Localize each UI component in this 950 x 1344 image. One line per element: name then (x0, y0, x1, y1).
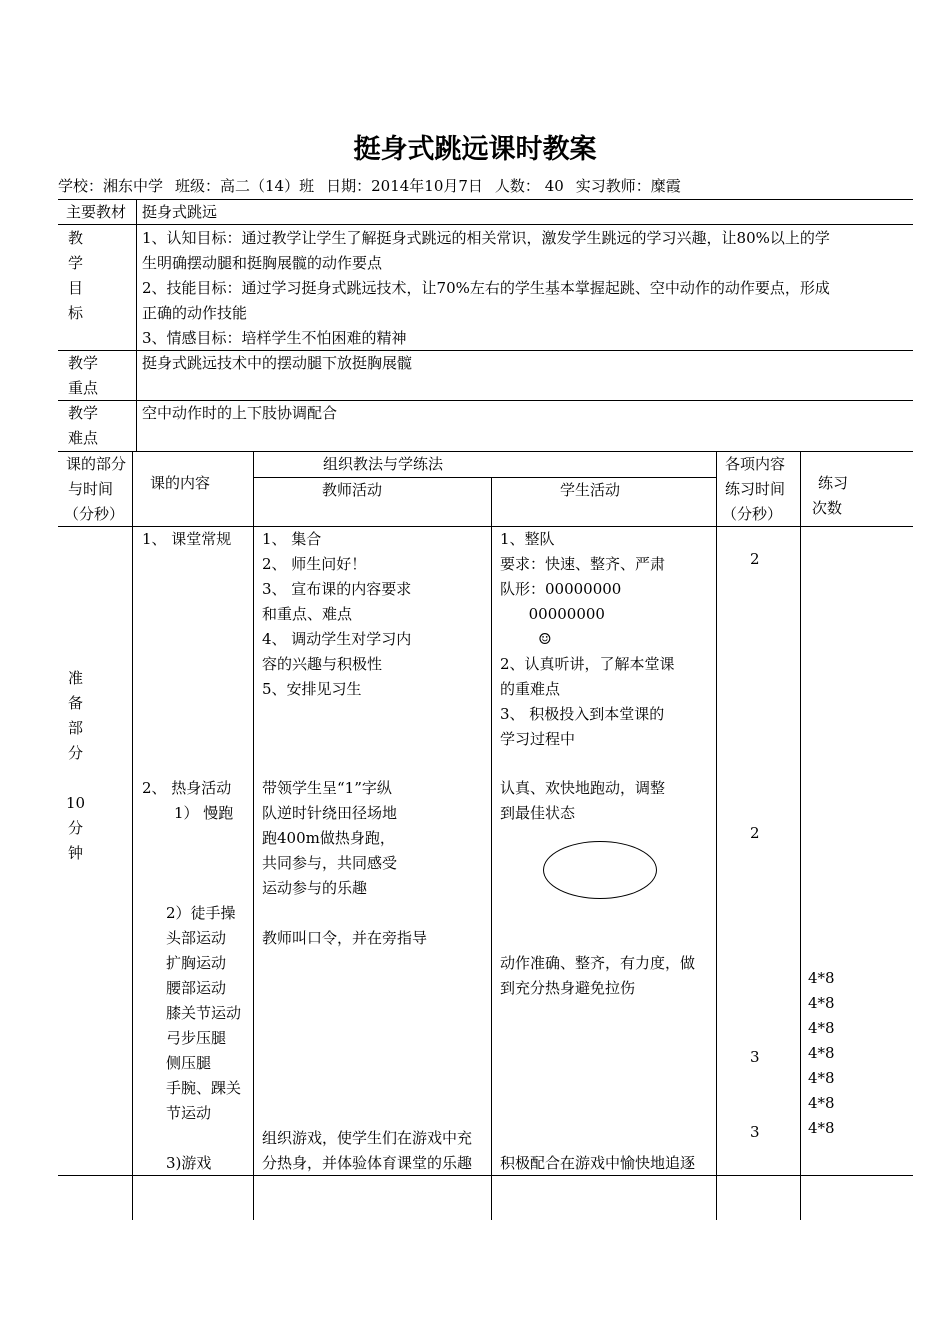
student-line: 队形：00000000 (500, 580, 622, 598)
header-student: 学生活动 (560, 481, 621, 499)
track-oval-icon (543, 841, 657, 899)
rule (136, 199, 137, 451)
smiley-icon: ☺ (500, 630, 552, 648)
section-label: 10 (66, 794, 86, 812)
teacher-line: 教师叫口令，并在旁指导 (262, 929, 428, 947)
student-line: 3、 积极投入到本堂课的 (500, 705, 665, 723)
teacher-line: 1、 集合 (262, 530, 322, 548)
student-line: 学习过程中 (500, 730, 576, 748)
header-part-2: 与时间 (68, 480, 114, 498)
student-line: 认真、欢快地跑动，调整 (500, 779, 666, 797)
goals-label-2: 学 (68, 254, 84, 272)
rule (491, 477, 492, 1220)
content-routine: 1、 课堂常规 (142, 530, 232, 548)
teacher-line: 组织游戏，使学生们在游戏中充 (262, 1129, 473, 1147)
goals-label-1: 教 (68, 229, 84, 247)
student-line: 的重难点 (500, 680, 561, 698)
teacher-line: 共同参与，共同感受 (262, 854, 398, 872)
teacher-line: 4、 调动学生对学习内 (262, 630, 412, 648)
header-content: 课的内容 (150, 474, 211, 492)
time-value: 2 (750, 824, 760, 842)
section-label: 分 (68, 819, 84, 837)
content-exercise: 膝关节运动 (166, 1004, 242, 1022)
reps-value: 4*8 (808, 994, 835, 1012)
teacher-line: 分热身，并体验体育课堂的乐趣 (262, 1154, 473, 1172)
time-value: 2 (750, 550, 760, 568)
reps-value: 4*8 (808, 1069, 835, 1087)
section-label: 分 (68, 744, 84, 762)
section-label: 准 (68, 669, 84, 687)
goals-label-4: 标 (68, 304, 84, 322)
key-value: 挺身式跳远技术中的摆动腿下放挺胸展髋 (142, 354, 413, 372)
page-title: 挺身式跳远课时教案 (353, 134, 597, 165)
class-info: 班级：高二（14）班 (175, 177, 315, 195)
diff-label-1: 教学 (68, 404, 99, 422)
goal-line: 3、情感目标：培样学生不怕困难的精神 (142, 329, 407, 347)
reps-value: 4*8 (808, 1044, 835, 1062)
teacher-line: 2、 师生问好！ (262, 555, 367, 573)
date-info: 日期：2014年10月7日 (326, 177, 483, 195)
content-exercise: 手腕、踝关 (166, 1079, 242, 1097)
diff-value: 空中动作时的上下肢协调配合 (142, 404, 338, 422)
rule (253, 451, 254, 1220)
content-jog: 1） 慢跑 (174, 804, 234, 822)
teacher-info: 实习教师：糜霞 (575, 177, 681, 195)
header-time-1: 各项内容 (725, 455, 786, 473)
header-time-3: （分秒） (722, 505, 783, 523)
content-game: 3)游戏 (166, 1154, 212, 1172)
goal-line: 生明确摆动腿和挺胸展髋的动作要点 (142, 254, 383, 272)
material-label: 主要教材 (66, 203, 127, 221)
school-info: 学校：湘东中学 (58, 177, 164, 195)
student-line: 到充分热身避免拉伤 (500, 979, 636, 997)
student-line: 2、认真听讲，了解本堂课 (500, 655, 675, 673)
content-exercise: 头部运动 (166, 929, 227, 947)
goal-line: 正确的动作技能 (142, 304, 248, 322)
section-label: 钟 (68, 844, 84, 862)
content-exercise: 扩胸运动 (166, 954, 227, 972)
key-label-2: 重点 (68, 379, 99, 397)
key-label-1: 教学 (68, 354, 99, 372)
teacher-line: 运动参与的乐趣 (262, 879, 368, 897)
teacher-line: 容的兴趣与积极性 (262, 655, 383, 673)
diff-label-2: 难点 (68, 429, 99, 447)
header-part-1: 课的部分 (66, 455, 127, 473)
goal-line: 2、技能目标：通过学习挺身式跳远技术，让70%左右的学生基本掌握起跳、空中动作的动作要点，形成 (142, 279, 830, 297)
header-part-3: （分秒） (64, 505, 125, 523)
header-teacher: 教师活动 (322, 481, 383, 499)
reps-value: 4*8 (808, 1119, 835, 1137)
reps-value: 4*8 (808, 1019, 835, 1037)
content-exercise: 节运动 (166, 1104, 212, 1122)
header-method: 组织教法与学练法 (323, 455, 444, 473)
content-exercise: 2）徒手操 (166, 904, 236, 922)
teacher-line: 和重点、难点 (262, 605, 353, 623)
time-value: 3 (750, 1123, 760, 1141)
student-line: 到最佳状态 (500, 804, 576, 822)
teacher-line: 3、 宣布课的内容要求 (262, 580, 412, 598)
count-info: 人数： 40 (494, 177, 564, 195)
teacher-line: 跑400m做热身跑， (262, 829, 395, 847)
section-label: 部 (68, 719, 84, 737)
time-value: 3 (750, 1048, 760, 1066)
rule (800, 451, 801, 1220)
content-exercise: 弓步压腿 (166, 1029, 227, 1047)
student-line: 动作准确、整齐，有力度，做 (500, 954, 696, 972)
goal-line: 1、认知目标：通过教学让学生了解挺身式跳远的相关常识，激发学生跳远的学习兴趣，让80%以上的学 (142, 229, 830, 247)
section-label: 备 (68, 694, 84, 712)
teacher-line: 5、安排见习生 (262, 680, 362, 698)
content-exercise: 侧压腿 (166, 1054, 212, 1072)
rule (716, 451, 717, 1220)
student-line: 要求：快速、整齐、严肃 (500, 555, 666, 573)
student-line: 积极配合在游戏中愉快地追逐 (500, 1154, 696, 1172)
student-line: 00000000 (500, 605, 605, 623)
material-value: 挺身式跳远 (142, 203, 218, 221)
content-exercise: 腰部运动 (166, 979, 227, 997)
rule (132, 451, 133, 1220)
teacher-line: 带领学生呈“1”字纵 (262, 779, 392, 797)
goals-label-3: 目 (68, 279, 84, 297)
content-warmup: 2、 热身活动 (142, 779, 232, 797)
reps-value: 4*8 (808, 1094, 835, 1112)
header-time-2: 练习时间 (725, 480, 786, 498)
teacher-line: 队逆时针绕田径场地 (262, 804, 398, 822)
header-reps-2: 次数 (812, 499, 843, 517)
reps-value: 4*8 (808, 969, 835, 987)
student-line: 1、整队 (500, 530, 555, 548)
header-reps-1: 练习 (818, 474, 849, 492)
info-line (58, 176, 693, 196)
